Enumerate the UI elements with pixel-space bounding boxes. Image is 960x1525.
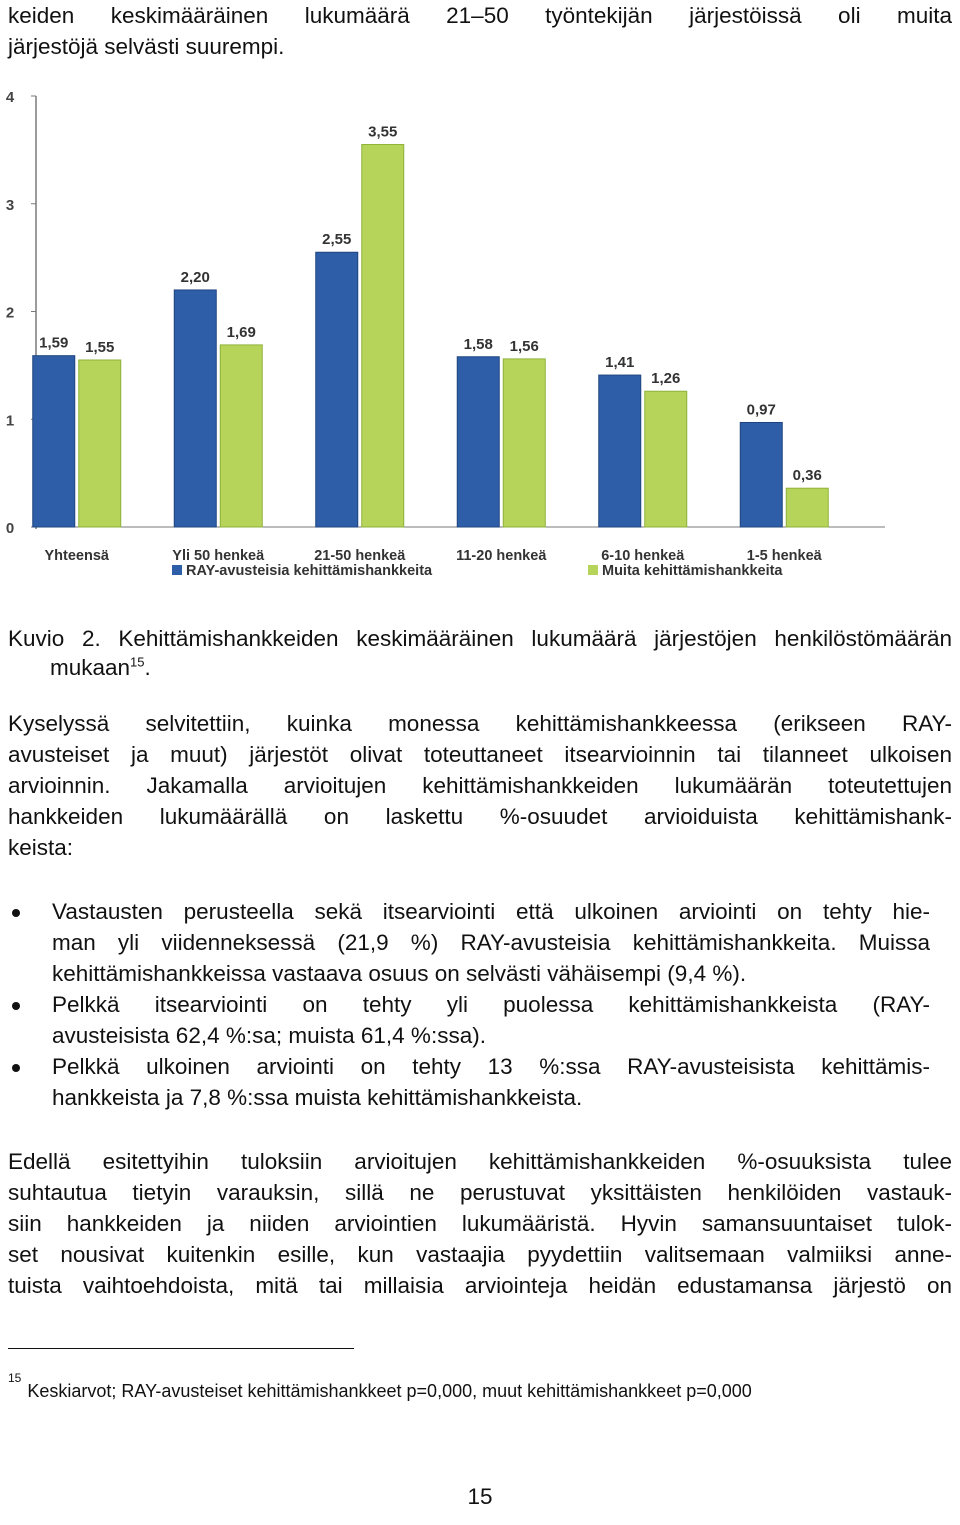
y-tick-label: 2 <box>5 304 15 322</box>
bullet-1-line-2: man yli viidenneksessä (21,9 %) RAY-avusteisia kehittämishankkeita. Muissa <box>52 930 930 955</box>
bar-value-label: 2,55 <box>322 231 352 249</box>
bullet-icon <box>12 1002 20 1010</box>
paragraph-3-line-2: suhtautua tietyin varauksin, sillä ne perustuvat yksittäisten henkilöiden vastauk- <box>8 1180 952 1205</box>
bar-value-label: 3,55 <box>368 123 398 141</box>
caption-end: . <box>144 655 151 680</box>
bar-muita <box>503 359 545 527</box>
caption-kuvio: Kuvio 2. <box>8 626 101 651</box>
category-label: Yli 50 henkeä <box>172 548 265 564</box>
paragraph-2-line-2: avusteiset ja muut) järjestöt olivat toteuttaneet itsearvioinnin tai tilanneet ulkoisen <box>8 742 952 767</box>
bar-ray <box>740 422 782 527</box>
caption-text: Kehittämishankkeiden keskimääräinen lukumäärä järjestöjen henkilöstömäärän <box>118 626 952 651</box>
paragraph-3-line-3: siin hankkeiden ja niiden arviointien lukumääristä. Hyvin samansuuntaiset tulok- <box>8 1211 952 1236</box>
y-tick-label: 4 <box>5 89 15 106</box>
bullet-list <box>0 896 960 1113</box>
bar-ray <box>174 290 216 527</box>
category-label: 6-10 henkeä <box>601 548 685 564</box>
bullet-2-line-2: avusteisista 62,4 %:sa; muista 61,4 %:ssa). <box>52 1023 486 1048</box>
top-paragraph-line-1: keiden keskimääräinen lukumäärä 21–50 työntekijän järjestöissä oli muita <box>8 3 952 28</box>
bullet-1-line-3: kehittämishankkeissa vastaava osuus on selvästi vähäisempi (9,4 %). <box>52 961 747 986</box>
caption-line-2: mukaan <box>50 655 131 680</box>
bar-value-label: 1,55 <box>85 338 115 356</box>
figure-caption <box>8 623 952 654</box>
page-number: 15 <box>467 1484 493 1509</box>
figure-caption-line-2 <box>50 652 151 683</box>
bullet-item <box>0 896 930 989</box>
legend-label-ray: RAY-avusteisia kehittämishankkeita <box>186 563 433 579</box>
bullet-2-line-1: Pelkkä itsearviointi on tehty yli puolessa kehittämishankkeista (RAY- <box>52 992 930 1017</box>
bar-value-label: 1,26 <box>651 370 681 388</box>
bullet-1-line-1: Vastausten perusteella sekä itsearviointi että ulkoinen arviointi on tehty hie- <box>52 899 930 924</box>
bullet-3-line-2: hankkeista ja 7,8 %:ssa muista kehittämishankkeista. <box>52 1085 583 1110</box>
legend-swatch-ray <box>172 565 182 575</box>
category-label: 21-50 henkeä <box>314 548 406 564</box>
paragraph-3-line-5: tuista vaihtoehdoista, mitä tai millaisia arviointeja heidän edustamansa järjestö on <box>8 1273 952 1298</box>
bar-value-label: 0,36 <box>792 467 822 485</box>
bar-muita <box>220 345 262 527</box>
bar-value-label: 1,56 <box>509 337 539 355</box>
paragraph-2-line-3: arvioinnin. Jakamalla arvioitujen kehittämishankkeiden lukumäärän toteutettujen <box>8 773 952 798</box>
bar-muita <box>786 488 828 527</box>
bar-value-label: 1,69 <box>226 323 256 341</box>
bar-muita <box>79 360 121 527</box>
bullet-3-line-1: Pelkkä ulkoinen arviointi on tehty 13 %:ssa RAY-avusteisista kehittämis- <box>52 1054 930 1079</box>
top-paragraph-line-2: järjestöjä selvästi suurempi. <box>8 34 285 59</box>
paragraph-2-line-1: Kyselyssä selvitettiin, kuinka monessa kehittämishankkeessa (erikseen RAY- <box>8 711 952 736</box>
bullet-icon <box>12 909 20 917</box>
category-label: 1-5 henkeä <box>746 548 822 564</box>
bullet-item <box>0 1051 930 1113</box>
footnote-divider <box>8 1348 354 1349</box>
caption-footnote-ref[interactable]: 15 <box>130 654 145 670</box>
bar-value-label: 1,59 <box>39 334 69 352</box>
paragraph-3-line-1: Edellä esitettyihin tuloksiin arvioitujen kehittämishankkeiden %-osuuksista tulee <box>8 1149 952 1174</box>
bar-value-label: 1,58 <box>463 335 493 353</box>
legend-label-muita: Muita kehittämishankkeita <box>602 563 783 579</box>
footnote-text: Keskiarvot; RAY-avusteiset kehittämishankkeet p=0,000, muut kehittämishankkeet p=0,000 <box>27 1381 752 1401</box>
y-tick-label: 3 <box>5 196 15 214</box>
bullet-icon <box>12 1064 20 1072</box>
footnote <box>8 1371 752 1403</box>
bar-muita <box>362 144 404 527</box>
bar-ray <box>33 356 75 527</box>
paragraph-2-line-4: hankkeiden lukumäärällä on laskettu %-osuudet arvioiduista kehittämishank- <box>8 804 952 829</box>
bar-ray <box>457 357 499 527</box>
bar-ray <box>316 252 358 527</box>
bar-chart <box>0 84 890 584</box>
footnote-number: 15 <box>8 1371 22 1385</box>
category-label: 11-20 henkeä <box>456 548 547 564</box>
y-tick-label: 0 <box>5 520 15 537</box>
paragraph-3-line-4: set nousivat kuitenkin esille, kun vastaajia pyydettiin valitsemaan valmiiksi anne- <box>8 1242 952 1267</box>
category-label: Yhteensä <box>44 548 109 564</box>
bar-value-label: 1,41 <box>605 354 635 372</box>
bar-value-label: 2,20 <box>180 268 210 286</box>
y-tick-label: 1 <box>5 412 15 430</box>
bar-ray <box>599 375 641 527</box>
paragraph-2-line-5: keista: <box>8 835 74 860</box>
bullet-item <box>0 989 930 1051</box>
bar-muita <box>645 391 687 527</box>
legend-swatch-muita <box>588 565 598 575</box>
bar-value-label: 0,97 <box>746 401 776 419</box>
